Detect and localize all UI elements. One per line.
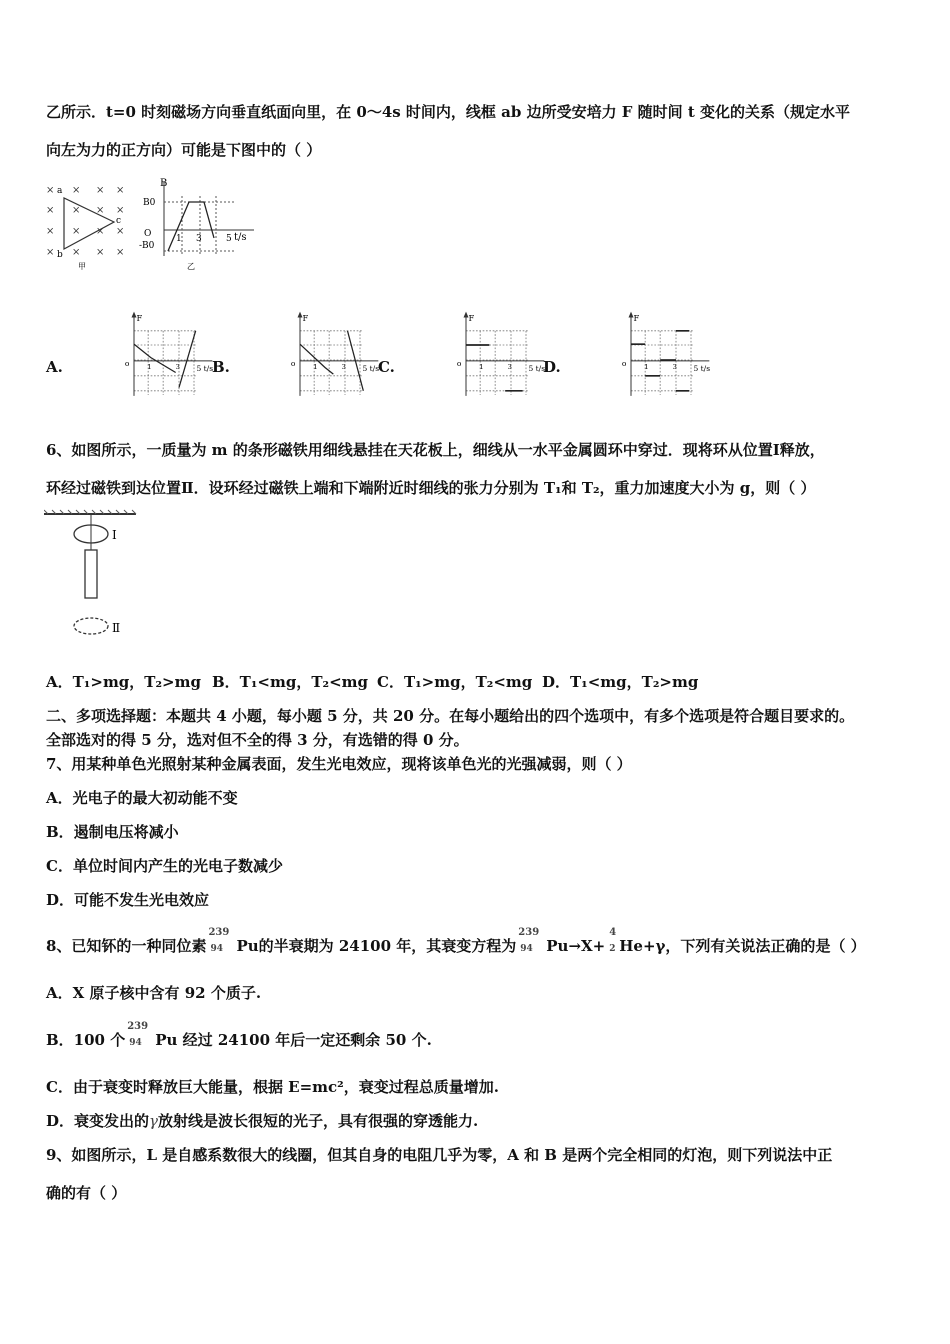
q5-option-label-d: D.: [543, 358, 561, 376]
svg-text:5 t/s: 5 t/s: [693, 363, 711, 373]
q5-option-graph-c: [396, 300, 546, 410]
q5-stem-line1: 乙所示．t=0 时刻磁场方向垂直纸面向里，在 0～4s 时间内，线框 ab 边所受安培力 F 随时间 t 变化的关系（规定水平: [46, 103, 851, 121]
section2-heading-line2: 全部选对的得 5 分，选对但不全的得 3 分，有选错的得 0 分。: [46, 731, 469, 749]
q5-figure-jia-yi: [44, 176, 264, 271]
svg-text:F: F: [302, 312, 309, 323]
svg-text:1: 1: [313, 363, 318, 372]
q8-pu-symbol: Pu: [236, 937, 259, 955]
svg-text:1: 1: [644, 363, 649, 372]
svg-text:×: ×: [96, 226, 105, 237]
q6-figure-magnet: [44, 508, 144, 644]
svg-text:5 t/s: 5 t/s: [362, 363, 380, 373]
svg-text:×: ×: [46, 185, 55, 196]
tick-5: 5: [226, 234, 232, 244]
q6-option-d[interactable]: D．T₁<mg，T₂>mg: [542, 673, 699, 691]
q5-stem-line2: 向左为力的正方向）可能是下图中的（ ）: [46, 141, 322, 159]
svg-text:o: o: [290, 358, 296, 368]
q7-option-a[interactable]: A．光电子的最大初动能不变: [46, 789, 238, 807]
svg-text:×: ×: [116, 247, 125, 258]
q6-stem-line2: 环经过磁铁到达位置Ⅱ．设环经过磁铁上端和下端附近时细线的张力分别为 T₁和 T₂，重力加速度大小为 g，则（ ）: [46, 479, 816, 497]
q8-option-b[interactable]: B．100 个 239 94 Pu 经过 24100 年后一定还剩余 50 个.: [46, 1021, 432, 1049]
q7-option-b[interactable]: B．遏制电压将减小: [46, 823, 179, 841]
isotope-he: 4 2: [609, 927, 617, 954]
bar-magnet: [85, 550, 97, 598]
svg-text:×: ×: [72, 185, 81, 196]
svg-text:×: ×: [96, 185, 105, 196]
svg-text:3: 3: [507, 363, 512, 372]
svg-text:F: F: [468, 312, 475, 323]
q8-option-d[interactable]: D．衰变发出的γ放射线是波长很短的光子，具有很强的穿透能力.: [46, 1112, 479, 1130]
label-B: B: [160, 178, 168, 189]
section2-heading-line1: 二、多项选择题：本题共 4 小题，每小题 5 分，共 20 分。在每小题给出的四个选项中，有多个选项是符合题目要求的。: [46, 707, 855, 725]
q5-option-label-c: C.: [378, 358, 395, 376]
label-position-1: Ⅰ: [112, 528, 117, 542]
svg-text:×: ×: [96, 205, 105, 216]
bt-curve: [168, 202, 214, 251]
q7-option-c[interactable]: C．单位时间内产生的光电子数减少: [46, 857, 283, 875]
svg-text:o: o: [456, 358, 462, 368]
svg-text:×: ×: [116, 205, 125, 216]
q8-stem-mid: 的半衰期为 24100 年，其衰变方程为: [258, 937, 517, 955]
label-negB0: -B0: [139, 241, 155, 251]
svg-text:1: 1: [147, 363, 152, 372]
label-jia: 甲: [78, 262, 86, 271]
q5-option-graph-a: [64, 300, 214, 410]
isotope-pu-1: 239 94: [208, 927, 230, 954]
label-a: a: [57, 186, 63, 196]
tick-1: 1: [176, 234, 182, 244]
svg-text:×: ×: [116, 226, 125, 237]
q8-option-a[interactable]: A．X 原子核中含有 92 个质子.: [46, 984, 262, 1002]
q7-option-d[interactable]: D．可能不发生光电效应: [46, 891, 210, 909]
svg-text:o: o: [621, 358, 627, 368]
isotope-pu-2: 239 94: [518, 927, 540, 954]
label-yi: 乙: [187, 262, 195, 271]
svg-text:5 t/s: 5 t/s: [528, 363, 546, 373]
label-b: b: [57, 250, 63, 260]
label-B0: B0: [143, 198, 156, 208]
ring-position-2: [74, 618, 108, 634]
q9-stem-line1: 9、如图所示，L 是自感系数很大的线圈，但其自身的电阻几乎为零，A 和 B 是两个完全相同的灯泡，则下列说法中正: [46, 1146, 833, 1164]
svg-text:3: 3: [175, 363, 180, 372]
q9-stem-line2: 确的有（ ）: [46, 1184, 127, 1202]
q5-option-graph-d: [561, 300, 711, 410]
label-ts: t/s: [234, 232, 247, 243]
q8-stem: [46, 927, 908, 957]
q6-option-b[interactable]: B．T₁<mg，T₂<mg: [212, 673, 368, 691]
label-c: c: [116, 216, 122, 226]
svg-text:F: F: [633, 312, 640, 323]
svg-text:×: ×: [46, 205, 55, 216]
q8-eq1: Pu→X+: [546, 937, 606, 955]
svg-text:×: ×: [46, 226, 55, 237]
svg-text:×: ×: [96, 247, 105, 258]
svg-text:×: ×: [72, 205, 81, 216]
label-position-2: Ⅱ: [112, 621, 121, 635]
svg-text:×: ×: [72, 247, 81, 258]
q6-option-c[interactable]: C．T₁>mg，T₂<mg: [377, 673, 533, 691]
label-O: O: [144, 229, 152, 239]
svg-text:F: F: [136, 312, 143, 323]
svg-text:×: ×: [116, 185, 125, 196]
svg-text:1: 1: [479, 363, 484, 372]
q7-stem: 7、用某种单色光照射某种金属表面，发生光电效应，现将该单色光的光强减弱，则（ ）: [46, 755, 632, 773]
svg-text:o: o: [124, 358, 130, 368]
q5-option-graph-b: [230, 300, 380, 410]
tick-3: 3: [196, 234, 202, 244]
svg-text:3: 3: [341, 363, 346, 372]
q6-option-a[interactable]: A．T₁>mg，T₂>mg: [46, 673, 201, 691]
svg-text:5 t/s: 5 t/s: [196, 363, 214, 373]
q5-option-label-b: B.: [212, 358, 230, 376]
q6-stem-line1: 6、如图所示，一质量为 m 的条形磁铁用细线悬挂在天花板上，细线从一水平金属圆环中穿过．现将环从位置Ⅰ释放，: [46, 441, 825, 459]
q5-option-label-a: A.: [46, 358, 63, 376]
svg-text:×: ×: [72, 226, 81, 237]
svg-text:×: ×: [46, 247, 55, 258]
q8-eq2: He+γ，下列有关说法正确的是（ ）: [619, 937, 866, 955]
gamma-symbol: γ: [149, 1112, 158, 1130]
q8-option-c[interactable]: C．由于衰变时释放巨大能量，根据 E=mc²，衰变过程总质量增加.: [46, 1078, 499, 1096]
isotope-pu-3: 239 94: [127, 1021, 149, 1048]
svg-text:3: 3: [672, 363, 677, 372]
q8-stem-pre: 8、已知钚的一种同位素: [46, 937, 207, 955]
